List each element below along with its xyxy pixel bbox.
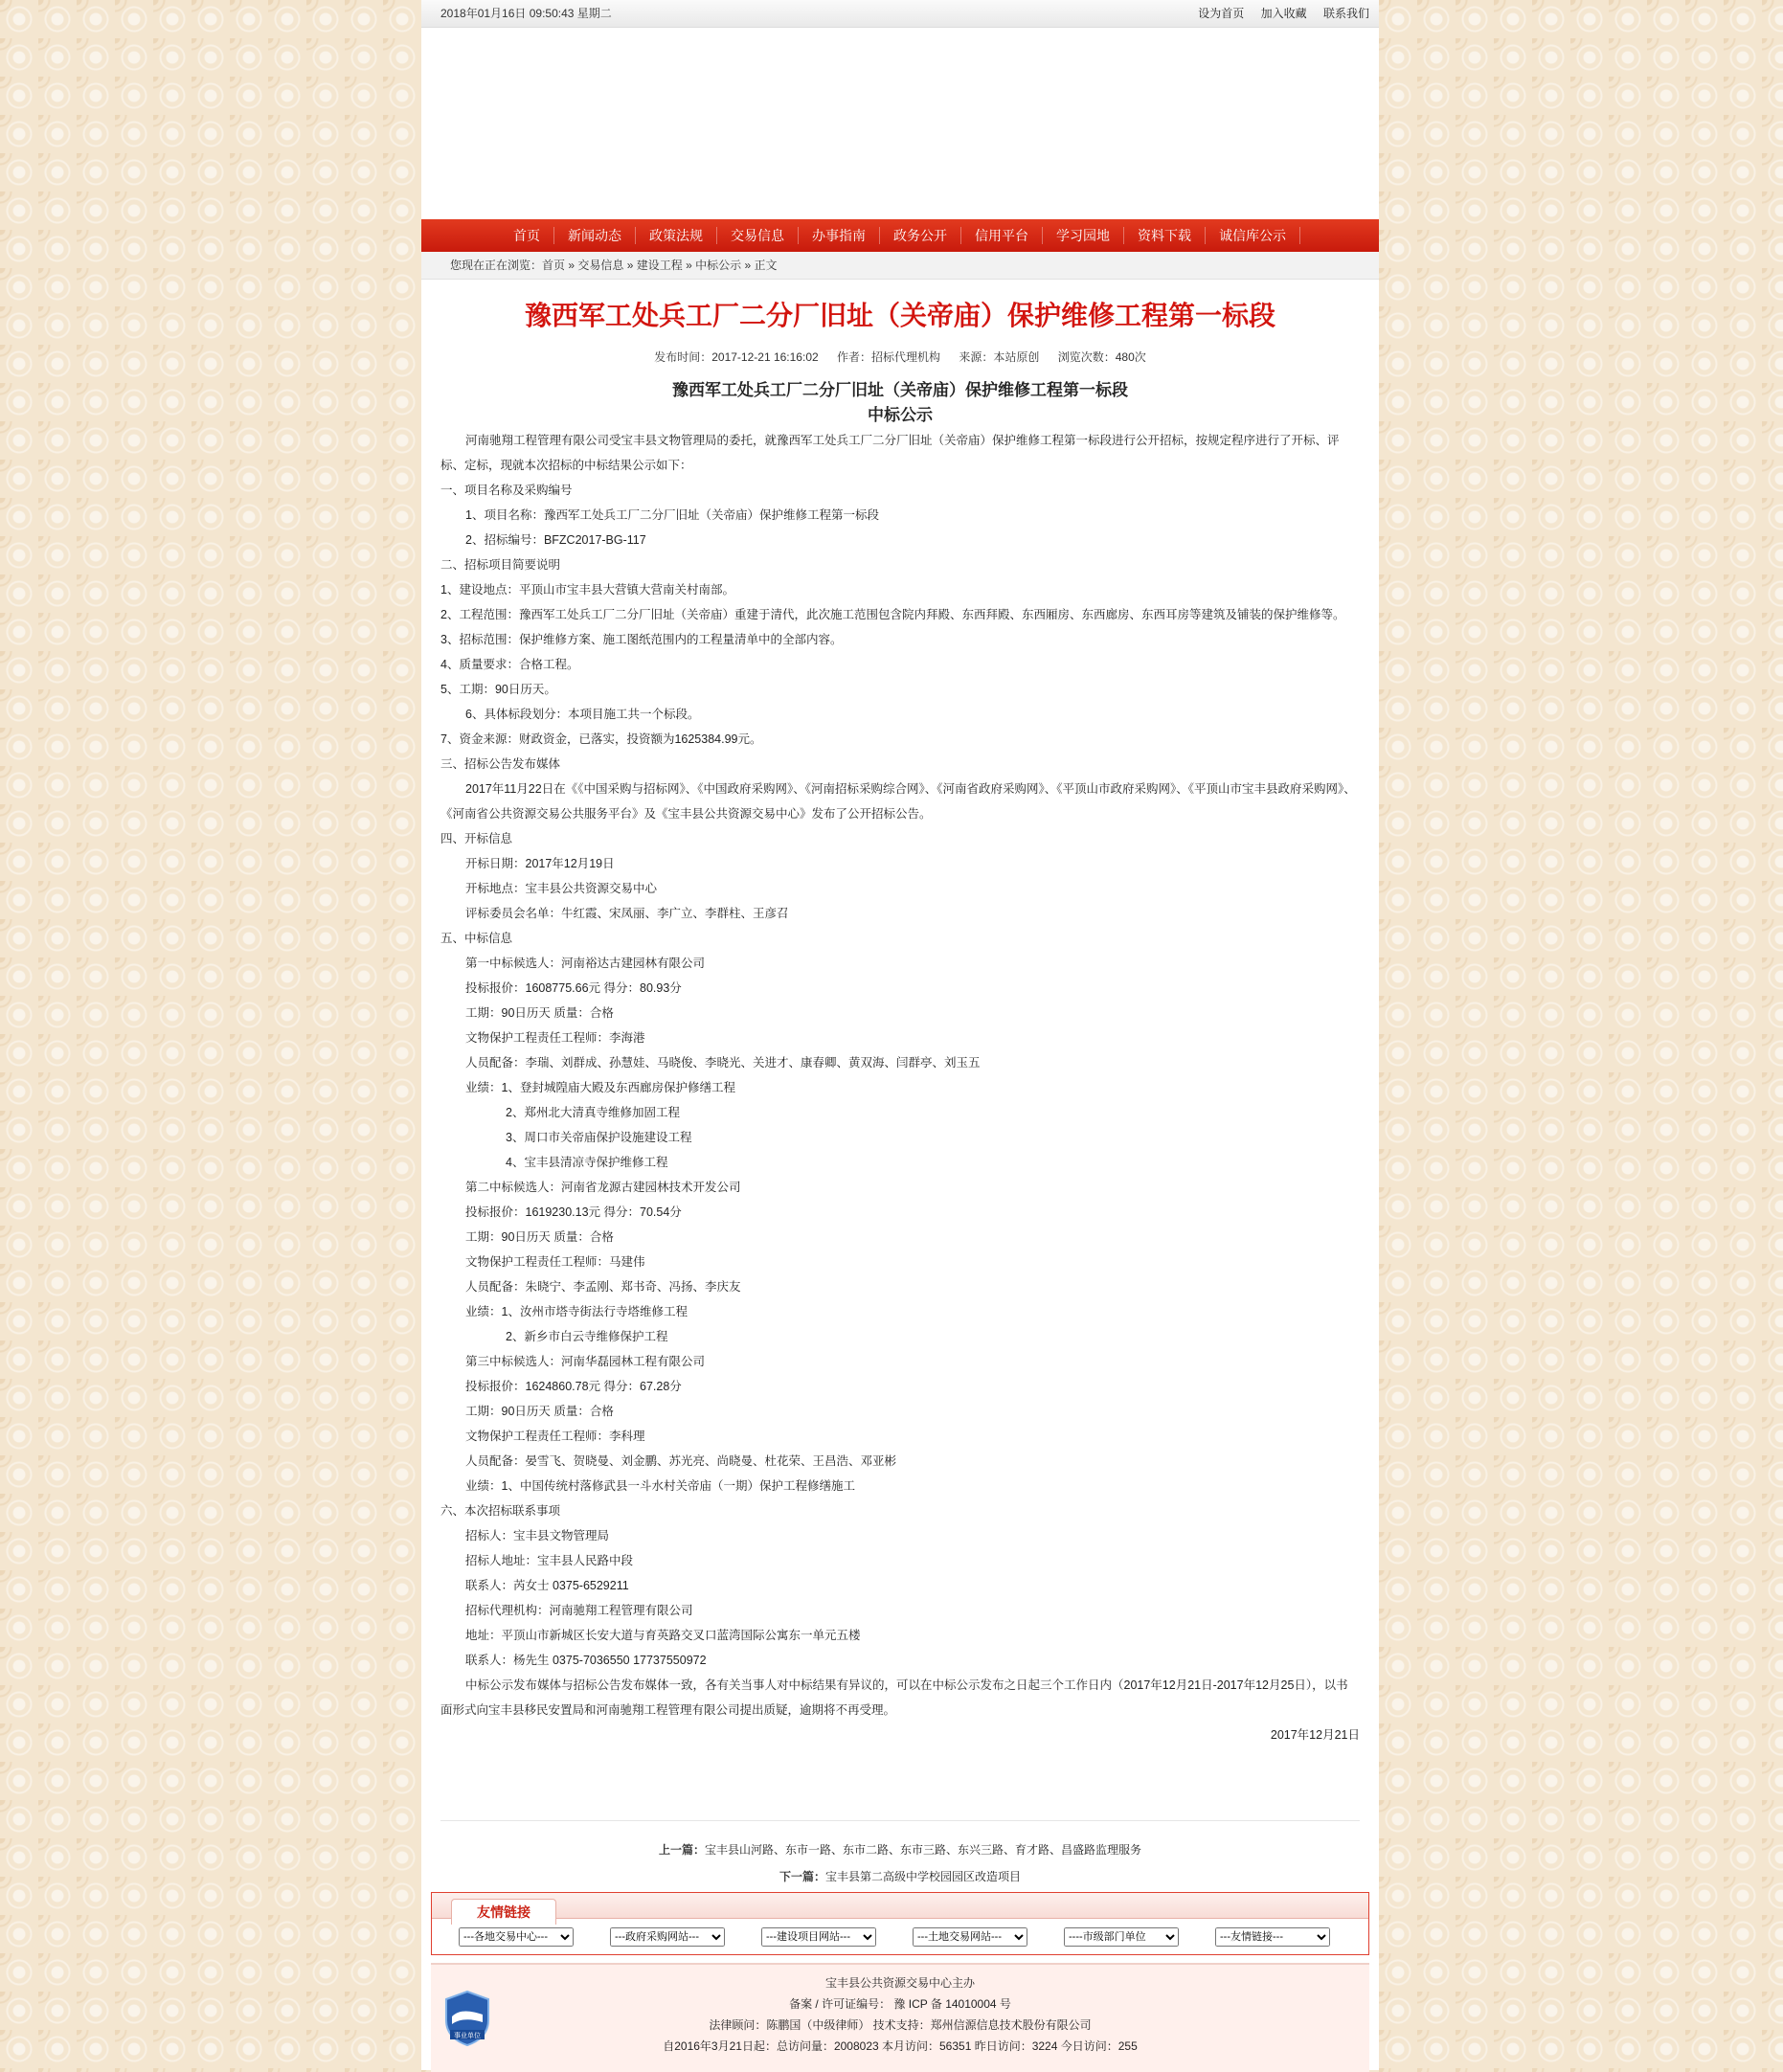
body-line: 投标报价：1608775.66元 得分：80.93分 <box>465 981 682 995</box>
contact-us-link[interactable]: 联系我们 <box>1322 7 1369 20</box>
footer-line-stats: 自2016年3月21日起：总访问量：2008023 本月访问：56351 昨日访问：3224 今日访问：255 <box>663 2039 1138 2053</box>
body-line: 2、工程范围：豫西军工处兵工厂二分厂旧址（关帝庙）重建于清代，此次施工范围包含院内拜殿、东西拜殿、东西厢房、东西廊房、东西耳房等建筑及铺装的保护维修等。 <box>440 608 1345 621</box>
body-line: 3、周口市关帝庙保护设施建设工程 <box>506 1131 692 1144</box>
current-datetime: 2018年01月16日 09:50:43 星期二 <box>440 7 612 20</box>
banner <box>421 28 1379 219</box>
breadcrumb <box>421 252 1379 280</box>
body-line: 开标地点：宝丰县公共资源交易中心 <box>465 882 658 895</box>
next-post <box>440 1863 1360 1890</box>
body-line: 投标报价：1619230.13元 得分：70.54分 <box>465 1205 682 1219</box>
body-line: 业绩：1、汝州市塔寺街法行寺塔维修工程 <box>465 1305 688 1318</box>
body-line: 一、项目名称及采购编号 <box>440 484 573 497</box>
author: 作者：招标代理机构 <box>837 350 941 364</box>
source: 来源：本站原创 <box>959 350 1040 364</box>
body-line: 2、新乡市白云寺维修保护工程 <box>506 1330 668 1343</box>
select-friend-links[interactable] <box>1215 1927 1330 1947</box>
select-city-departments[interactable] <box>1064 1927 1179 1947</box>
body-line: 二、招标项目简要说明 <box>440 558 561 572</box>
page <box>421 0 1379 2070</box>
friend-links-selects <box>459 1927 1366 1947</box>
body-line: 招标代理机构：河南驰翔工程管理有限公司 <box>465 1604 693 1617</box>
body-line: 文物保护工程责任工程师：李海港 <box>465 1031 645 1045</box>
body-line: 2、招标编号：BFZC2017-BG-117 <box>465 533 646 547</box>
breadcrumb-home[interactable]: 首页 <box>542 259 566 272</box>
body-line: 工期：90日历天 质量：合格 <box>465 1006 614 1020</box>
breadcrumb-sep: » <box>565 259 578 272</box>
view-count: 浏览次数：480次 <box>1057 350 1146 364</box>
body-line: 业绩：1、登封城隍庙大殿及东西廊房保护修缮工程 <box>465 1081 735 1094</box>
publish-time: 发布时间：2017-12-21 16:16:02 <box>654 350 819 364</box>
body-line: 开标日期：2017年12月19日 <box>465 857 615 870</box>
top-bar <box>421 0 1379 28</box>
body-line: 人员配备：李瑞、刘群成、孙慧娃、马晓俊、李晓光、关进才、康春卿、黄双海、闫群亭、刘玉五 <box>465 1056 981 1070</box>
svg-text:事业单位: 事业单位 <box>454 2032 481 2039</box>
body-line: 文物保护工程责任工程师：李科理 <box>465 1430 645 1443</box>
prev-post <box>440 1836 1360 1863</box>
body-line: 人员配备：晏雪飞、贺晓曼、刘金鹏、苏光亮、尚晓曼、杜花荣、王昌浩、邓亚彬 <box>465 1454 897 1468</box>
nav-integrity[interactable]: 诚信库公示 <box>1206 227 1300 244</box>
breadcrumb-construction[interactable]: 建设工程 <box>636 259 683 272</box>
article-body <box>421 378 1379 1890</box>
breadcrumb-sep: » <box>682 259 696 272</box>
breadcrumb-trade-info[interactable]: 交易信息 <box>577 259 624 272</box>
friend-links-panel <box>431 1892 1369 1955</box>
body-subheading: 中标公示 <box>868 406 933 424</box>
select-land-trade[interactable] <box>913 1927 1027 1947</box>
select-local-centers[interactable] <box>459 1927 574 1947</box>
friend-links-tabbar <box>432 1893 1368 1919</box>
article-title: 豫西军工处兵工厂二分厂旧址（关帝庙）保护维修工程第一标段 <box>524 300 1275 331</box>
body-line: 1、建设地点：平顶山市宝丰县大营镇大营南关村南部。 <box>440 583 734 597</box>
nav-credit[interactable]: 信用平台 <box>961 227 1043 244</box>
body-line: 评标委员会名单：牛红霞、宋凤丽、李广立、李群柱、王彦召 <box>465 907 789 920</box>
body-line: 第三中标候选人：河南华磊园林工程有限公司 <box>465 1355 706 1368</box>
breadcrumb-sep: » <box>623 259 637 272</box>
body-line: 六、本次招标联系事项 <box>440 1504 561 1518</box>
main-nav <box>421 219 1379 252</box>
body-line: 中标公示发布媒体与招标公告发布媒体一致，各有关当事人对中标结果有异议的，可以在中标公示发布之日起三个工作日内（2017年12月21日-2017年12月25日），以书面形式向宝丰县移民安置局和河南驰翔工程管理有限公司提出质疑，逾期将不再受理。 <box>440 1678 1348 1717</box>
body-line: 第一中标候选人：河南裕达古建园林有限公司 <box>465 957 706 970</box>
body-line: 联系人：芮女士 0375-6529211 <box>465 1579 629 1592</box>
body-line: 五、中标信息 <box>440 932 513 945</box>
article-meta <box>421 349 1379 365</box>
body-line: 招标人地址：宝丰县人民路中段 <box>465 1554 634 1567</box>
body-line: 工期：90日历天 质量：合格 <box>465 1230 614 1244</box>
nav-home[interactable]: 首页 <box>500 227 554 244</box>
nav-gov-affairs[interactable]: 政务公开 <box>880 227 961 244</box>
body-line: 5、工期：90日历天。 <box>440 683 556 696</box>
breadcrumb-award-notice[interactable]: 中标公示 <box>695 259 742 272</box>
prev-label: 上一篇： <box>658 1843 705 1857</box>
nav-study[interactable]: 学习园地 <box>1043 227 1124 244</box>
nav-policy[interactable]: 政策法规 <box>636 227 717 244</box>
body-line: 7、资金来源：财政资金，已落实，投资额为1625384.99元。 <box>440 732 762 746</box>
footer-line-host: 宝丰县公共资源交易中心主办 <box>824 1976 975 1990</box>
prev-post-link[interactable]: 宝丰县山河路、东市一路、东市二路、东市三路、东兴三路、育才路、昌盛路监理服务 <box>705 1843 1142 1857</box>
nav-downloads[interactable]: 资料下载 <box>1124 227 1206 244</box>
select-gov-procurement[interactable] <box>610 1927 725 1947</box>
body-line: 联系人：杨先生 0375-7036550 17737550972 <box>465 1654 707 1667</box>
next-post-link[interactable]: 宝丰县第二高级中学校园园区改造项目 <box>825 1870 1022 1883</box>
next-label: 下一篇： <box>779 1870 825 1883</box>
body-line: 地址：平顶山市新城区长安大道与育英路交叉口蓝湾国际公寓东一单元五楼 <box>465 1629 861 1642</box>
body-line: 第二中标候选人：河南省龙源古建园林技术开发公司 <box>465 1181 741 1194</box>
body-line: 2、郑州北大清真寺维修加固工程 <box>506 1106 680 1119</box>
footer <box>431 1963 1369 2072</box>
body-line: 业绩：1、中国传统村落修武县一斗水村关帝庙（一期）保护工程修缮施工 <box>465 1479 855 1493</box>
breadcrumb-prefix: 您现在正在浏览： <box>450 259 543 272</box>
body-line: 2017年11月22日在《《中国采购与招标网》、《中国政府采购网》、《河南招标采购综合网》、《河南省政府采购网》、《平顶山市政府采购网》、《平顶山市宝丰县政府采购网》、《河南省公共资源交易公共服务平台》及《宝丰县公共资源交易中心》发布了公开招标公告。 <box>440 782 1356 821</box>
footer-line-support: 法律顾问：陈鹏国（中级律师） 技术支持：郑州信源信息技术股份有限公司 <box>709 2018 1092 2032</box>
body-line: 人员配备：朱晓宁、李孟刚、郑书奇、冯扬、李庆友 <box>465 1280 741 1294</box>
body-line: 招标人：宝丰县文物管理局 <box>465 1529 610 1543</box>
body-line: 4、宝丰县清凉寺保护维修工程 <box>506 1156 668 1169</box>
body-line: 投标报价：1624860.78元 得分：67.28分 <box>465 1380 682 1393</box>
body-line: 1、项目名称：豫西军工处兵工厂二分厂旧址（关帝庙）保护维修工程第一标段 <box>465 508 879 522</box>
nav-guide[interactable]: 办事指南 <box>799 227 880 244</box>
body-line: 四、开标信息 <box>440 832 513 845</box>
footer-line-icp: 备案 / 许可证编号： 豫 ICP 备 14010004 号 <box>789 1997 1011 2011</box>
public-institution-badge-icon[interactable] <box>442 1990 492 2047</box>
breadcrumb-sep: » <box>741 259 755 272</box>
body-lines <box>440 428 1360 1747</box>
body-line: 3、招标范围：保护维修方案、施工图纸范围内的工程量清单中的全部内容。 <box>440 633 843 646</box>
body-line: 4、质量要求：合格工程。 <box>440 658 579 671</box>
top-links <box>1185 0 1369 27</box>
body-line: 河南驰翔工程管理有限公司受宝丰县文物管理局的委托，就豫西军工处兵工厂二分厂旧址（关帝庙）保护维修工程第一标段进行公开招标，按规定程序进行了开标、评标、定标，现就本次招标的中标结果公示如下： <box>440 434 1340 472</box>
body-line: 工期：90日历天 质量：合格 <box>465 1405 614 1418</box>
post-navigation <box>440 1820 1360 1890</box>
breadcrumb-current: 正文 <box>754 259 778 272</box>
select-construction-sites[interactable] <box>761 1927 876 1947</box>
body-heading: 豫西军工处兵工厂二分厂旧址（关帝庙）保护维修工程第一标段 <box>672 381 1128 399</box>
body-line: 文物保护工程责任工程师：马建伟 <box>465 1255 645 1269</box>
nav-trade-info[interactable]: 交易信息 <box>717 227 799 244</box>
body-line: 三、招标公告发布媒体 <box>440 757 561 771</box>
add-favorite-link[interactable]: 加入收藏 <box>1260 7 1307 20</box>
body-line: 2017年12月21日 <box>1270 1728 1360 1742</box>
body-line: 6、具体标段划分：本项目施工共一个标段。 <box>465 708 700 721</box>
nav-news[interactable]: 新闻动态 <box>554 227 636 244</box>
friend-links-tab[interactable]: 友情链接 <box>451 1899 556 1925</box>
set-homepage-link[interactable]: 设为首页 <box>1198 7 1245 20</box>
